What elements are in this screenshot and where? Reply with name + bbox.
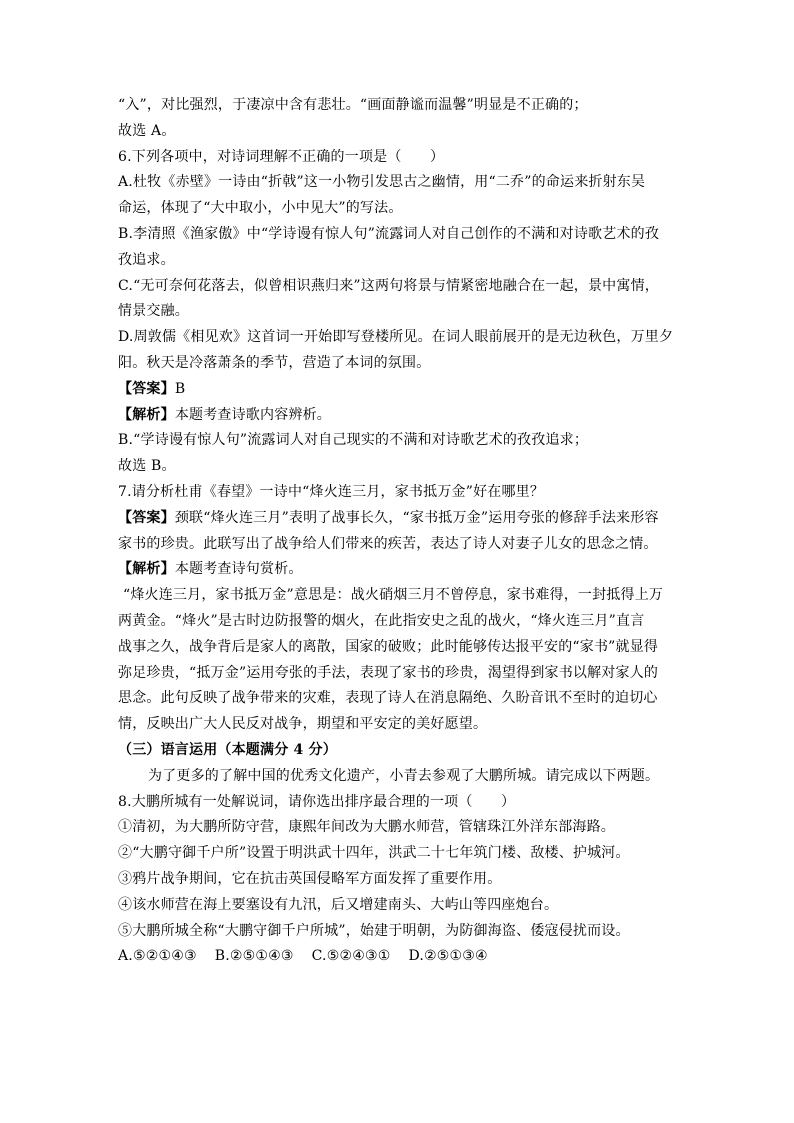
- options-8: [118, 944, 678, 970]
- text-line: 家书的珍贵。此联写出了战争给人们带来的疾苦，表达了诗人对妻子儿女的思念之情。: [118, 535, 658, 552]
- analysis-6: [118, 403, 678, 429]
- text-line: 思念。此句反映了战争带来的灾难，表现了诗人在消息隔绝、久盼音讯不至时的迫切心: [118, 690, 658, 707]
- list-item: ④该水师营在海上要塞设有九汛，后又增建南头、大屿山等四座炮台。: [118, 896, 559, 913]
- text-line: 情景交融。: [118, 303, 189, 320]
- text-line: 战事之久，战争背后是家人的离散，国家的破败；此时能够传达报平安的“家书”就显得: [118, 638, 659, 655]
- text-line: 命运，体现了“大中取小，小中见大”的写法。: [118, 200, 403, 217]
- list-item: ②“大鹏守御千户所”设置于明洪武十四年，洪武二十七年筑门楼、敌楼、护城河。: [118, 845, 630, 862]
- list-item: ③鸦片战争期间，它在抗击英国侵略军方面发挥了重要作用。: [118, 870, 502, 887]
- text-line: 情，反映出广大人民反对战争，期望和平安定的美好愿望。: [118, 716, 488, 733]
- analysis-text: 本题考查诗歌内容辨析。: [174, 406, 332, 423]
- list-item: ①清初，为大鹏所防守营，康熙年间改为大鹏水师营，管辖珠江外洋东部海路。: [118, 819, 615, 836]
- text-line: 故选 B。: [118, 458, 176, 475]
- document-page: [118, 93, 678, 970]
- option-d: D.周敦儒《相见欢》这首词一开始即写登楼所见。在词人眼前展开的是无边秋色，万里夕: [118, 329, 674, 346]
- option-a: A.杜牧《赤壁》一诗由“折戟”这一小物引发思古之幽情，用“二乔”的命运来折射东吴: [118, 174, 646, 191]
- intro-text: 为了更多的了解中国的优秀文化遗产，小青去参观了大鹏所城。请完成以下两题。: [148, 767, 660, 784]
- text-line: “入”，对比强烈，于凄凉中含有悲壮。“画面静谧而温馨”明显是不正确的；: [118, 97, 588, 113]
- answer-text: B: [174, 380, 186, 397]
- text-line: 阳。秋天是冷落萧条的季节，营造了本词的氛围。: [118, 354, 431, 371]
- question-6: 6.下列各项中，对诗词理解不正确的一项是（ ）: [118, 148, 445, 165]
- text-line: B.“学诗谩有惊人句”流露词人对自己现实的不满和对诗歌艺术的孜孜追求；: [118, 432, 589, 449]
- answer-tag: 【答案】: [118, 380, 175, 397]
- section-heading: （三）语言运用（本题满分 4 分）: [118, 741, 337, 758]
- option-a: A.⑤②①④③: [118, 948, 197, 965]
- answer-7: [118, 506, 678, 532]
- option-c: C.“无可奈何花落去，似曾相识燕归来”这两句将景与情紧密地融合在一起，景中寓情，: [118, 277, 659, 294]
- text-line: 孜追求。: [118, 251, 175, 268]
- option-d: D.②⑤①③④: [408, 948, 488, 965]
- analysis-text: 本题考查诗句赏析。: [174, 561, 303, 578]
- analysis-tag: 【解析】: [118, 561, 175, 578]
- question-8: 8.大鹏所城有一处解说词，请你选出排序最合理的一项（ ）: [118, 793, 516, 810]
- text-line: 故选 A。: [118, 122, 176, 139]
- answer-text: 颈联“烽火连三月”表明了战事长久，“家书抵万金”运用夸张的修辞手法来形容: [174, 509, 659, 526]
- question-7: 7.请分析杜甫《春望》一诗中“烽火连三月，家书抵万金”好在哪里？: [118, 483, 545, 500]
- option-b: B.李清照《渔家傲》中“学诗谩有惊人句”流露词人对自己创作的不满和对诗歌艺术的孜: [118, 225, 660, 242]
- text-line: “烽火连三月，家书抵万金”意思是：战火硝烟三月不曾停息，家书难得，一封抵得上万: [123, 587, 664, 604]
- text-line: 两黄金。“烽火”是古时边防报警的烟火，在此指安史之乱的战火，“烽火连三月”直言: [118, 612, 645, 629]
- analysis-7: [118, 557, 678, 583]
- list-item: ⑤大鹏所城全称“大鹏守御千户所城”，始建于明朝，为防御海盗、倭寇侵扰而设。: [118, 922, 630, 939]
- text-line: 弥足珍贵，“抵万金”运用夸张的手法，表现了家书的珍贵，渴望得到家书以解对家人的: [118, 664, 659, 681]
- option-c: C.⑤②④③①: [311, 948, 391, 965]
- answer-tag: 【答案】: [118, 509, 175, 526]
- option-b: B.②⑤①④③: [214, 948, 294, 965]
- answer-6: [118, 377, 678, 403]
- analysis-tag: 【解析】: [118, 406, 175, 423]
